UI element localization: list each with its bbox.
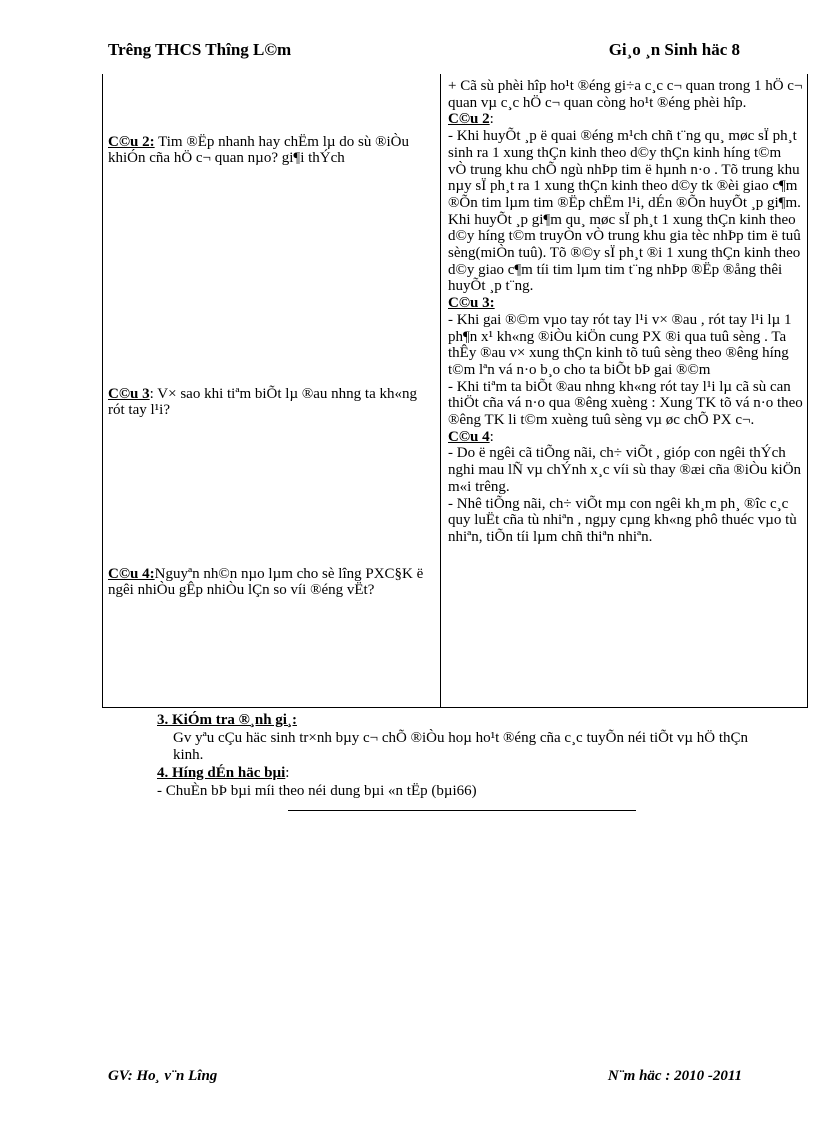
header-school: Trêng THCS Thîng L©m	[108, 40, 292, 59]
section-4-title: 4. Híng dÉn häc bµi	[157, 765, 286, 781]
question-4-text: Nguyªn nh©n nµo lµm cho sè lîng PXC§K ë ngêi nhiÒu gÊp nhiÒu lÇn so víi ®éng vËt?	[108, 566, 424, 598]
answer-2-text: - Khi huyÕt ¸p ë quai ®éng m¹ch chñ t¨ng qu¸ møc sÏ ph¸t sinh ra 1 xung thÇn kinh theo d©y thÇn kinh híng t©m vÒ trung khu chÕ ngù nhÞp tim ë hµnh n·o . Tõ trung khu nµy sÏ ph¸t ra 1 xung thÇn kinh theo d©y tk ®èi giao c¶m ®Õn tim lµm tim ®Ëp chËm l¹i, dÉn ®Õn huyÕt ¸p gi¶m.	[448, 128, 801, 211]
answer-4-text: - Do ë ngêi cã tiÕng nãi, ch÷ viÕt , gióp con ngêi thÝch nghi mau lÑ vµ chÝnh x¸c víi sù thay ®æi cña ®iÒu kiÖn m«i trêng.	[448, 445, 802, 495]
answer-2-text-2: Khi huyÕt ¸p gi¶m qu¸ møc sÏ ph¸t 1 xung thÇn kinh theo d©y híng t©m truyÒn vÒ trung khu gia tèc nhÞp tim ë tuû sèng(miÒn tuû). Tõ ®©y sÏ ph¸t ®i 1 xung thÇn kinh theo d©y giao c¶m tíi tim lµm tim t¨ng nhÞp ®Ëp ®ång thêi huyÕt ¸p t¨ng.	[448, 211, 801, 295]
section-3-body	[173, 730, 757, 764]
answer-4-text-2: - Nhê tiÕng nãi, ch÷ viÕt mµ con ngêi kh¸m ph¸ ®îc c¸c quy luËt cña tù nhiªn , ngµy cµng kh«ng phô thuéc vµo tù nhiªn, tiÕn tíi lµm chñ thiªn nhiªn.	[448, 495, 797, 545]
question-3-label: C©u 3	[108, 386, 150, 402]
answer-3-label: C©u 3:	[448, 295, 495, 312]
answer-intro: + Cã sù phèi hîp ho¹t ®éng gi÷a c¸c c¬ quan trong 1 hÖ c¬ quan vµ c¸c hÖ c¬ quan còng ho¹t ®éng phèi hîp.	[448, 78, 803, 111]
section-4	[157, 765, 757, 782]
answers-column: + Cã sù phèi hîp ho¹t ®éng gi÷a c¸c c¬ quan trong 1 hÖ c¬ quan vµ c¸c hÖ c¬ quan còng ho¹t ®éng phèi hîp. C©u 2: - Khi huyÕt ¸p ë quai ®éng m¹ch chñ t¨ng qu¸ møc sÏ ph¸t sinh ra 1 xung thÇn kinh theo d©y thÇn kinh híng t©m vÒ trung khu chÕ ngù nhÞp tim ë hµnh n·o . Tõ trung khu nµy sÏ ph¸t ra 1 xung thÇn kinh theo d©y tk ®èi giao c¶m ®Õn tim lµm tim ®Ëp chËm l¹i, dÉn ®Õn huyÕt ¸p gi¶m. Khi huyÕt ¸p gi¶m qu¸ møc sÏ ph¸t 1 xung thÇn kinh theo d©y híng t©m truyÒn vÒ trung khu gia tèc nhÞp tim ë tuû sèng(miÒn tuû). Tõ ®©y sÏ ph¸t ®i 1 xung thÇn kinh theo d©y giao c¶m tíi tim lµm tim t¨ng nhÞp ®Ëp ®ång thêi huyÕt ¸p t¨ng. C©u 3: - Khi gai ®©m vµo tay rót tay l¹i v× ®au , rót tay l¹i lµ 1 ph¶n x¹ kh«ng ®iÒu kiÖn cung PX ®i qua tuû sèng . Ta thÊy ®au v× xung thÇn kinh tõ tuû sèng theo ®êng híng t©m lªn vá n·o b¸o cho ta biÕt bÞ gai ®©m - Khi tiªm ta biÕt ®au nhng kh«ng rót tay l¹i lµ cã sù can thiÖt cña vá n·o qua ®êng xuèng : Xung TK tõ vá n·o theo ®êng TK li t©m xuèng tuû sèng vµ øc chÕ PX c¬. C©u 4: - Do ë ngêi cã tiÕng nãi, ch÷ viÕt , gióp con ngêi thÝch nghi mau lÑ vµ chÝnh x¸c víi sù thay ®æi cña ®iÒu kiÖn m«i trêng. - Nhê tiÕng nãi, ch÷ viÕt mµ con ngêi kh¸m ph¸ ®îc c¸c quy luËt cña tù nhiªn , ngµy cµng kh«ng phô thuéc vµo tù nhiªn, tiÕn tíi lµm chñ thiªn nhiªn.	[448, 78, 803, 545]
footer-teacher: GV: Ho¸ v¨n Lîng	[108, 1068, 218, 1084]
footer-school-year: N¨m häc : 2010 -2011	[607, 1068, 742, 1084]
question-2	[108, 134, 434, 166]
question-3-text: : V× sao khi tiªm biÕt lµ ®au nhng ta kh«ng rót tay l¹i?	[108, 386, 417, 418]
question-4-label: C©u 4:	[108, 566, 155, 582]
section-3	[157, 712, 757, 729]
end-rule	[288, 810, 636, 811]
question-4	[108, 566, 434, 598]
answer-3-text-2: - Khi tiªm ta biÕt ®au nhng kh«ng rót tay l¹i lµ cã sù can thiÖt cña vá n·o qua ®êng xuèng : Xung TK tõ vá n·o theo ®êng TK li t©m xuèng tuû sèng vµ øc chÕ PX c¬.	[448, 378, 803, 429]
qa-table	[102, 74, 808, 708]
section-4-colon: :	[285, 765, 290, 781]
answer-4-label: C©u 4	[448, 428, 490, 445]
section-4-body	[157, 783, 757, 800]
answer-2-label: C©u 2	[448, 111, 490, 128]
header-subject: Gi¸o ¸n Sinh häc 8	[608, 40, 740, 59]
section-3-title: 3. KiÓm tra ®¸nh gi¸:	[157, 712, 297, 728]
question-2-label: C©u 2:	[108, 134, 155, 150]
column-divider	[440, 74, 441, 707]
section-3-text: Gv yªu cÇu häc sinh tr×nh bµy c¬ chÕ ®iÒu hoµ ho¹t ®éng cña c¸c tuyÕn néi tiÕt vµ hÖ thÇn kinh.	[173, 730, 749, 763]
question-3	[108, 386, 434, 418]
question-2-text: Tim ®Ëp nhanh hay chËm lµ do sù ®iÒu khiÓn cña hÖ c¬ quan nµo? gi¶i thÝch	[108, 134, 409, 166]
answer-3-text: - Khi gai ®©m vµo tay rót tay l¹i v× ®au , rót tay l¹i lµ 1 ph¶n x¹ kh«ng ®iÒu kiÖn cung PX ®i qua tuû sèng . Ta thÊy ®au v× xung thÇn kinh tõ tuû sèng theo ®êng híng t©m lªn vá n·o b¸o cho ta biÕt bÞ gai ®©m	[448, 311, 792, 378]
section-4-text: - ChuÈn bÞ bµi míi theo néi dung bµi «n tËp (bµi66)	[157, 783, 477, 799]
